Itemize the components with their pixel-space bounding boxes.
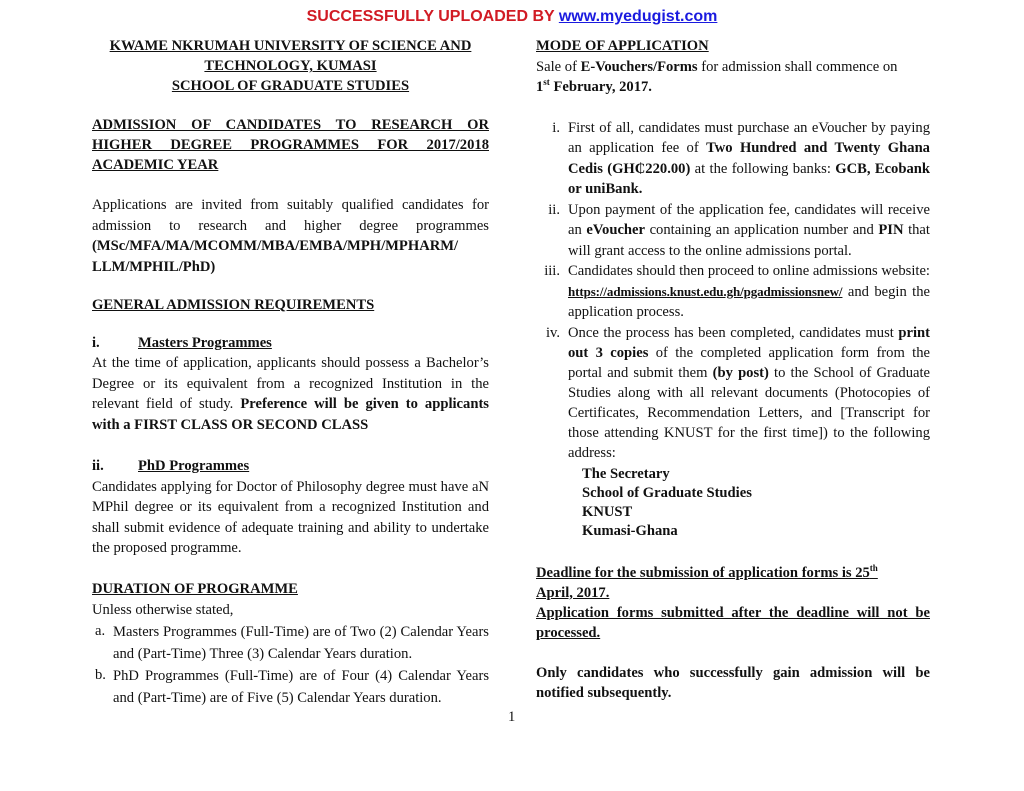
step-fee: Two Hundred and Twenty Ghana Cedis (GH₵220.00) bbox=[568, 140, 930, 177]
sale-text: Sale of bbox=[536, 58, 581, 75]
general-requirements-heading: GENERAL ADMISSION REQUIREMENTS bbox=[92, 297, 375, 313]
application-step bbox=[536, 118, 930, 200]
masters-paragraph bbox=[92, 353, 489, 435]
step-text-part: Once the process has been completed, candidates must bbox=[568, 324, 899, 341]
sale-evouchers: E-Vouchers/Forms bbox=[580, 58, 698, 75]
upload-banner bbox=[0, 6, 1024, 28]
masters-text: At the time of application, applicants should possess a Bachelor’s Degree or its equivalent from a recognized Institution in the relevant field of study. bbox=[92, 355, 489, 412]
deadline-sup: th bbox=[869, 562, 878, 573]
step-text bbox=[568, 118, 930, 200]
masters-label: Masters Programmes bbox=[138, 334, 272, 351]
deadline-text: Deadline for the submission of application forms is 25 bbox=[536, 564, 870, 581]
step-marker: i. bbox=[552, 119, 560, 136]
step-text-part: of the completed application form from the portal and submit them bbox=[568, 344, 930, 381]
intro-text: Applications are invited from suitably qualified candidates for admission to research and higher degree programmes bbox=[92, 197, 489, 234]
duration-text: PhD Programmes (Full-Time) are of Four (4) Calendar Years and (Part-Time) are of Five (5) Calendar Years duration. bbox=[113, 668, 489, 706]
phd-number: ii. bbox=[92, 458, 104, 474]
sale-paragraph bbox=[536, 57, 930, 98]
phd-paragraph: Candidates applying for Doctor of Philosophy degree must have aN MPhil degree or its equivalent from a recognized Institution and shall submit evidence of adequate training and ability to undertake the proposed programme. bbox=[92, 478, 489, 556]
step-text-part: containing an application number and bbox=[645, 222, 879, 238]
postal-address bbox=[536, 465, 930, 541]
step-pin: PIN bbox=[878, 222, 904, 238]
sale-date-day: 1 bbox=[536, 79, 544, 95]
step-banks: GCB, Ecobank or uniBank. bbox=[568, 160, 930, 197]
address-line: Kumasi-Ghana bbox=[582, 522, 678, 539]
step-evoucher: eVoucher bbox=[586, 222, 645, 238]
banner-link[interactable]: www.myedugist.com bbox=[558, 8, 718, 25]
intro-paragraph bbox=[92, 195, 489, 277]
address-line: School of Graduate Studies bbox=[582, 484, 752, 501]
address-line: The Secretary bbox=[582, 465, 670, 482]
admissions-url-link[interactable]: https://admissions.knust.edu.gh/pgadmissionsnew/ bbox=[568, 283, 843, 299]
banner-text: SUCCESSFULLY UPLOADED BY bbox=[306, 8, 559, 25]
admission-heading: ADMISSION OF CANDIDATES TO RESEARCH OR HIGHER DEGREE PROGRAMMES FOR 2017/2018 ACADEMIC YEAR bbox=[92, 117, 489, 173]
step-text-part: and begin the application process. bbox=[568, 283, 930, 320]
deadline-notice bbox=[536, 563, 930, 603]
step-marker: ii. bbox=[548, 201, 560, 218]
right-column bbox=[536, 36, 930, 703]
sale-date-rest: February, 2017. bbox=[549, 79, 652, 95]
phd-heading bbox=[92, 456, 489, 477]
step-text bbox=[568, 323, 930, 463]
duration-text: Masters Programmes (Full-Time) are of Two (2) Calendar Years and (Part-Time) Three (3) Calendar Years duration. bbox=[113, 624, 489, 662]
step-marker: iv. bbox=[545, 324, 560, 341]
application-step bbox=[536, 261, 930, 323]
step-text-part: that will grant access to the online admissions portal. bbox=[568, 222, 930, 259]
left-column bbox=[92, 36, 489, 709]
intro-programmes: (MSc/MFA/MA/MCOMM/MBA/EMBA/MPH/MPHARM/ LLM/MPHIL/PhD) bbox=[92, 238, 459, 275]
title-line-3: SCHOOL OF GRADUATE STUDIES bbox=[171, 78, 410, 94]
sale-date bbox=[536, 79, 652, 95]
application-step bbox=[536, 200, 930, 262]
step-print-copies: print out 3 copies bbox=[568, 324, 930, 361]
duration-list bbox=[92, 621, 489, 709]
application-steps bbox=[536, 118, 930, 463]
deadline-date: April, 2017. bbox=[536, 584, 610, 601]
step-text bbox=[568, 261, 930, 323]
address-line: KNUST bbox=[582, 503, 633, 520]
step-text-part: Upon payment of the application fee, candidates will receive an bbox=[568, 201, 930, 238]
masters-number: i. bbox=[92, 334, 100, 351]
phd-label: PhD Programmes bbox=[138, 458, 250, 474]
application-step bbox=[536, 323, 930, 463]
duration-item bbox=[92, 665, 489, 709]
step-text-part: Candidates should then proceed to online admissions website: bbox=[568, 263, 930, 279]
masters-preference: Preference will be given to applicants with a FIRST CLASS OR SECOND CLASS bbox=[92, 396, 489, 433]
duration-marker: a. bbox=[95, 623, 106, 639]
duration-heading: DURATION OF PROGRAMME bbox=[92, 580, 298, 597]
title-line-2: TECHNOLOGY, KUMASI bbox=[204, 58, 377, 74]
duration-intro: Unless otherwise stated, bbox=[92, 602, 234, 618]
sale-date-sup: st bbox=[543, 77, 550, 88]
title-line-1: KWAME NKRUMAH UNIVERSITY OF SCIENCE AND bbox=[109, 38, 472, 54]
final-notice: Only candidates who successfully gain admission will be notified subsequently. bbox=[536, 664, 930, 701]
step-text-part: First of all, candidates must purchase an eVoucher by paying an application fee of bbox=[568, 119, 930, 156]
step-text-part: at the following banks: bbox=[690, 160, 836, 177]
duration-marker: b. bbox=[95, 667, 106, 683]
university-title bbox=[92, 36, 489, 96]
step-by-post: (by post) bbox=[712, 364, 769, 381]
step-text bbox=[568, 200, 930, 262]
step-marker: iii. bbox=[544, 263, 560, 279]
sale-text: for admission shall commence on bbox=[697, 58, 898, 75]
page-number: 1 bbox=[508, 709, 516, 725]
mode-heading: MODE OF APPLICATION bbox=[536, 38, 709, 54]
masters-heading bbox=[92, 333, 489, 354]
duration-item bbox=[92, 621, 489, 665]
late-notice: Application forms submitted after the deadline will not be processed. bbox=[536, 604, 930, 641]
step-text-part: to the School of Graduate Studies along with all relevant documents (Photocopies of Certificates, Recommendation Letters, and [Transcript for those attending KNUST for the first time]) to the following address: bbox=[568, 364, 931, 461]
